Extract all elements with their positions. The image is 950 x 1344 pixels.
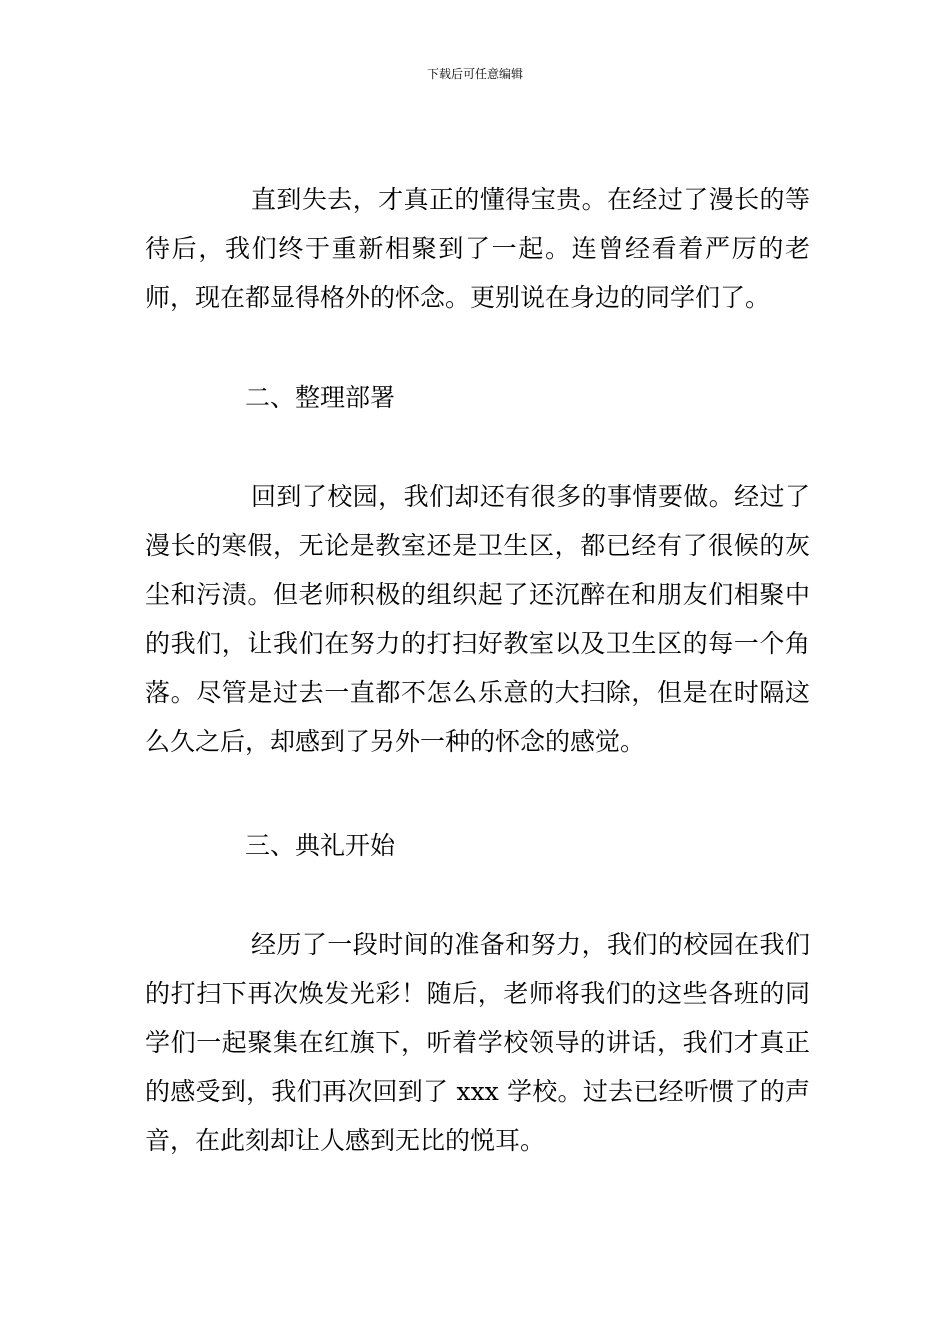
- section-heading-ceremony: 三、典礼开始: [245, 831, 396, 860]
- paragraph-cleanup: 回到了校园，我们却还有很多的事情要做。经过了漫长的寒假，无论是教室还是卫生区，都已经有了很候的灰尘和污渍。但老师积极的组织起了还沉醉在和朋友们相聚中的我们，让我们在努力的打扫好教室以及卫生区的每一个角落。尽管是过去一直都不怎么乐意的大扫除，但是在时隔这么久之后，却感到了另外一种的怀念的感觉。: [145, 482, 810, 756]
- paragraph-ceremony: 经历了一段时间的准备和努力，我们的校园在我们的打扫下再次焕发光彩！随后，老师将我们的这些各班的同学们一起聚集在红旗下，听着学校领导的讲话，我们才真正的感受到，我们再次回到了 xxx 学校。过去已经听惯了的声音，在此刻却让人感到无比的悦耳。: [145, 930, 810, 1155]
- paragraph-reunion: 直到失去，才真正的懂得宝贵。在经过了漫长的等待后，我们终于重新相聚到了一起。连曾经看着严厉的老师，现在都显得格外的怀念。更别说在身边的同学们了。: [145, 185, 810, 312]
- page-header: 下载后可任意编辑: [426, 67, 523, 81]
- section-heading-cleanup: 二、整理部署: [245, 383, 396, 412]
